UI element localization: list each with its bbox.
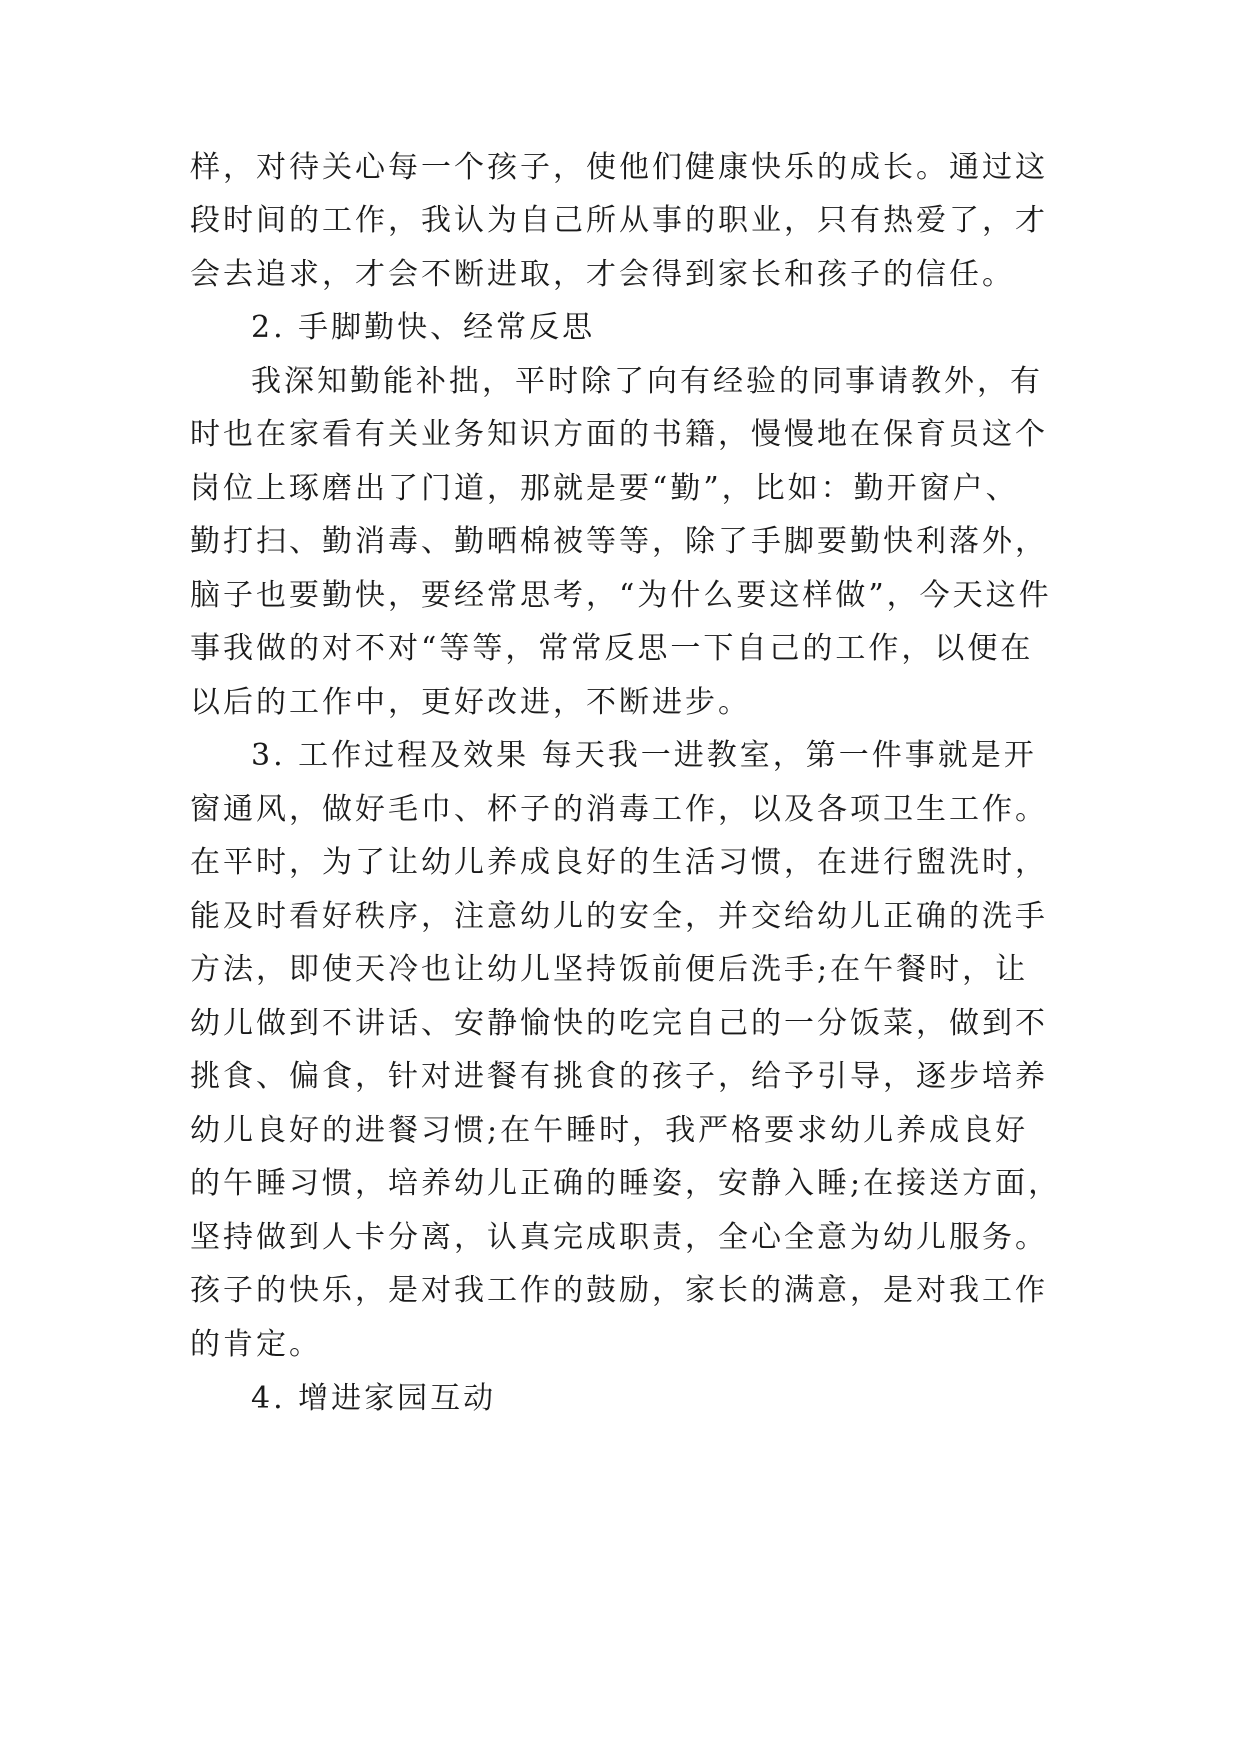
text-line: 样，对待关心每一个孩子，使他们健康快乐的成长。通过这 — [190, 150, 1048, 185]
text-line: 的肯定。 — [190, 1327, 322, 1362]
text-line: 段时间的工作，我认为自己所从事的职业，只有热爱了，才 — [190, 203, 1048, 238]
text-line: 以后的工作中，更好改进，不断进步。 — [190, 685, 751, 720]
text-line: 方法，即使天冷也让幼儿坚持饭前便后洗手;在午餐时，让 — [190, 952, 1029, 987]
section-heading-3: 3. 工作过程及效果 每天我一进教室，第一件事就是开 — [251, 738, 1037, 773]
text-line: 能及时看好秩序，注意幼儿的安全，并交给幼儿正确的洗手 — [190, 899, 1048, 934]
text-line: 的午睡习惯，培养幼儿正确的睡姿，安静入睡;在接送方面， — [190, 1166, 1062, 1201]
text-line: 会去追求，才会不断进取，才会得到家长和孩子的信任。 — [190, 257, 1015, 292]
section-heading-4: 4. 增进家园互动 — [251, 1381, 497, 1416]
text-line: 挑食、偏食，针对进餐有挑食的孩子，给予引导，逐步培养 — [190, 1059, 1048, 1094]
text-line: 勤打扫、勤消毒、勤晒棉被等等，除了手脚要勤快利落外， — [190, 524, 1048, 559]
text-line: 事我做的对不对“等等，常常反思一下自己的工作，以便在 — [190, 631, 1034, 666]
text-line: 幼儿做到不讲话、安静愉快的吃完自己的一分饭菜，做到不 — [190, 1006, 1048, 1041]
text-line: 坚持做到人卡分离，认真完成职责，全心全意为幼儿服务。 — [190, 1220, 1048, 1255]
text-line: 脑子也要勤快，要经常思考，“为什么要这样做”，今天这件 — [190, 578, 1052, 613]
text-line: 我深知勤能补拙，平时除了向有经验的同事请教外，有 — [251, 364, 1043, 399]
text-line: 时也在家看有关业务知识方面的书籍，慢慢地在保育员这个 — [190, 417, 1048, 452]
text-line: 在平时，为了让幼儿养成良好的生活习惯，在进行盥洗时， — [190, 845, 1048, 880]
text-line: 孩子的快乐，是对我工作的鼓励，家长的满意，是对我工作 — [190, 1273, 1048, 1308]
text-line: 幼儿良好的进餐习惯;在午睡时，我严格要求幼儿养成良好 — [190, 1113, 1029, 1148]
section-heading-2: 2. 手脚勤快、经常反思 — [251, 310, 596, 345]
text-line: 岗位上琢磨出了门道，那就是要“勤”，比如：勤开窗户、 — [190, 471, 1019, 506]
text-line: 窗通风，做好毛巾、杯子的消毒工作，以及各项卫生工作。 — [190, 792, 1048, 827]
